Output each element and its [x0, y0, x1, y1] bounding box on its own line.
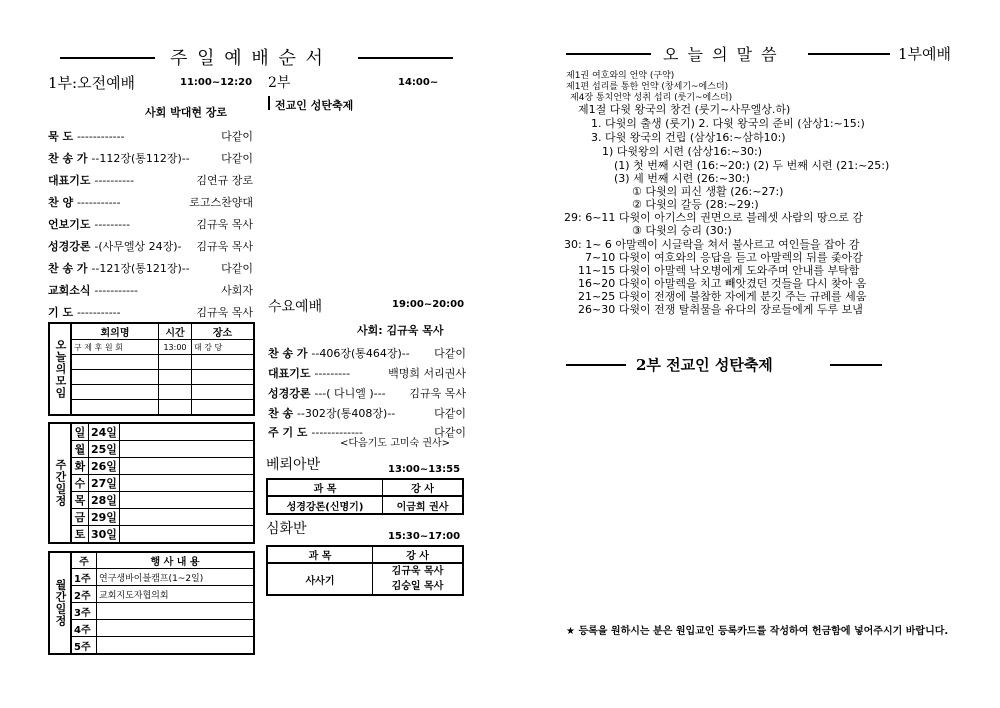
month-week: 5주	[71, 637, 97, 655]
order-label: 찬 양	[48, 196, 74, 209]
meeting-side-label: 오늘의모임	[49, 323, 71, 415]
service1-time: 11:00~12:20	[180, 77, 253, 88]
table-row	[49, 441, 254, 458]
week-day: 목	[71, 492, 89, 509]
outline-line: 11~15 다윗이 아말렉 낙오병에게 도와주며 안내를 부탁함	[578, 264, 860, 277]
service1-heading: 1부:오전예배	[48, 74, 136, 92]
order-value: 다같이	[221, 130, 253, 143]
outline-line: ② 다윗의 갈등 (28:~29:)	[632, 198, 759, 211]
order-dashes: -----------	[76, 196, 121, 209]
order-dashes: ----------	[94, 174, 135, 187]
week-date: 24일	[89, 423, 120, 441]
month-header: 행 사 내 용	[97, 552, 255, 569]
order-dashes: --112장(통112장)--	[91, 152, 190, 165]
table-row	[49, 400, 254, 416]
table-row	[49, 458, 254, 475]
wed-dashes: --302장(통408장)--	[296, 407, 396, 420]
month-event: 교회지도자협의회	[97, 586, 255, 603]
worship-order-title: 주 일 예 배 순 서	[170, 48, 325, 69]
simhwa-teacher: 김규욱 목사	[391, 566, 444, 577]
wed-value: 다같이	[434, 347, 466, 360]
word-title: 오 늘 의 말 씀	[663, 45, 779, 64]
wed-label: 성경강론	[268, 387, 311, 400]
month-header: 주	[71, 552, 97, 569]
order-value: 김규욱 목사	[196, 306, 253, 319]
month-event	[97, 637, 255, 655]
outline-line: 21~25 다윗이 전쟁에 불참한 자에게 분깃 주는 규례를 세움	[578, 290, 867, 303]
wed-label: 찬 송	[268, 407, 294, 420]
order-value: 로고스찬양대	[189, 196, 253, 209]
wed-value: 백명희 서리권사	[388, 367, 466, 380]
berea-teacher: 이금희 권사	[383, 496, 463, 514]
month-week: 3주	[71, 603, 97, 620]
month-side-label: 월간일정	[49, 552, 71, 654]
order-value: 다같이	[221, 152, 253, 165]
wed-value: 다같이	[434, 426, 466, 439]
week-side-label: 주간일정	[49, 423, 71, 543]
wed-label: 대표기도	[268, 367, 311, 380]
berea-header: 강 사	[383, 479, 463, 496]
order-value: 다같이	[221, 262, 253, 275]
order-item	[48, 216, 253, 232]
order-dashes: ---------	[94, 218, 131, 231]
word-part: 1부예배	[898, 45, 952, 63]
outline-line: (1) 첫 번째 시련 (16:~20:) (2) 두 번째 시련 (21:~25:)	[614, 159, 890, 172]
section2-rule-right	[830, 364, 882, 366]
order-value: 김규욱 목사	[196, 240, 253, 253]
outline-line: 제4장 통치언약 성취 섭리 (룻기~에스더)	[570, 93, 733, 103]
meeting-cell: 구 제 후 원 회	[71, 340, 159, 355]
outline-line: 7~10 다윗이 여호와의 응답을 듣고 아말렉의 뒤를 좇아감	[585, 251, 863, 264]
meeting-header: 시간	[159, 323, 192, 340]
simhwa-table	[266, 545, 464, 596]
table-row	[49, 385, 254, 400]
section2-rule-left	[566, 364, 626, 366]
order-item	[48, 260, 253, 276]
wednesday-presider: 사회: 김규욱 목사	[357, 324, 444, 337]
table-row	[49, 509, 254, 526]
wed-item	[268, 345, 466, 361]
simhwa-heading: 심화반	[266, 521, 307, 537]
table-row	[49, 423, 254, 441]
month-event: 연구생바이블캠프(1~2일)	[97, 569, 255, 586]
outline-line: 1. 다윗의 출생 (룻기) 2. 다윗 왕국의 준비 (삼상1:~15:)	[591, 117, 865, 130]
order-label: 언보기도	[48, 218, 91, 231]
meeting-cell: 13:00	[159, 340, 192, 355]
title-rule-right	[358, 57, 453, 59]
outline-line: ① 다윗의 피신 생활 (26:~27:)	[632, 185, 784, 198]
simhwa-subject: 사사기	[267, 563, 373, 595]
service2-heading: 2부	[268, 75, 291, 91]
order-label: 기 도	[48, 306, 74, 319]
order-dashes: --121장(통121장)--	[91, 262, 190, 275]
week-date: 29일	[89, 509, 120, 526]
order-item	[48, 194, 253, 210]
order-item	[48, 282, 253, 298]
table-row	[49, 620, 254, 637]
order-label: 교회소식	[48, 284, 91, 297]
week-date: 25일	[89, 441, 120, 458]
wed-label: 주 기 도	[268, 426, 308, 439]
outline-line: 1) 다윗왕의 시련 (삼상16:~30:)	[602, 145, 762, 158]
order-item	[48, 238, 253, 254]
table-row	[49, 526, 254, 544]
section2-title: 2부 전교인 성탄축제	[636, 356, 773, 374]
simhwa-teacher: 김숭일 목사	[391, 581, 444, 592]
order-label: 성경강론	[48, 240, 91, 253]
order-item	[48, 304, 253, 320]
word-title-rule-left	[566, 53, 651, 55]
table-row	[49, 340, 254, 355]
week-date: 27일	[89, 475, 120, 492]
order-label: 대표기도	[48, 174, 91, 187]
berea-time: 13:00~13:55	[388, 464, 461, 475]
week-table	[48, 422, 255, 544]
wed-dashes: ---------	[314, 367, 351, 380]
outline-line: (3) 세 번째 시련 (26:~30:)	[614, 172, 750, 185]
table-row	[49, 569, 254, 586]
service1-presider: 사회 박대현 장로	[145, 106, 228, 119]
week-day: 화	[71, 458, 89, 475]
service2-marker	[268, 96, 270, 110]
order-item	[48, 128, 253, 144]
month-event	[97, 620, 255, 637]
month-week: 2주	[71, 586, 97, 603]
table-row	[49, 355, 254, 370]
simhwa-teachers	[373, 563, 464, 595]
wednesday-heading: 수요예배	[268, 299, 323, 315]
word-title-rule-right	[808, 53, 890, 55]
table-row	[49, 637, 254, 655]
table-row	[49, 603, 254, 620]
wed-item	[268, 365, 466, 381]
title-rule-left	[60, 57, 155, 59]
simhwa-time: 15:30~17:00	[388, 531, 461, 542]
berea-subject: 성경강론(신명기)	[267, 496, 383, 514]
order-label: 묵 도	[48, 130, 74, 143]
order-value: 김연규 장로	[196, 174, 253, 187]
order-dashes: -----------	[76, 306, 121, 319]
table-row	[49, 586, 254, 603]
wed-dashes: --406장(통464장)--	[311, 347, 410, 360]
outline-line: 16~20 다윗이 아말렉을 치고 빼앗겼던 것들을 다시 찾아 옴	[578, 277, 867, 290]
meeting-header: 장소	[192, 323, 255, 340]
wed-item	[268, 405, 466, 421]
wed-dashes: -------------	[311, 426, 363, 439]
meeting-table	[48, 322, 255, 416]
registration-notice: ★ 등록을 원하시는 분은 원입교인 등록카드를 작성하여 헌금함에 넣어주시기 바랍니다.	[566, 626, 949, 637]
service2-subtitle: 전교인 성탄축제	[275, 99, 354, 112]
berea-heading: 베뢰아반	[266, 457, 321, 473]
simhwa-header: 과 목	[267, 546, 373, 563]
wed-dashes: ---( 다니엘 )---	[314, 387, 386, 400]
meeting-header: 회의명	[71, 323, 159, 340]
outline-line: 3. 다윗 왕국의 건립 (삼상16:~삼하10:)	[591, 131, 786, 144]
wed-value: 김규욱 목사	[409, 387, 466, 400]
meeting-cell: 대 강 당	[192, 340, 255, 355]
table-row	[49, 475, 254, 492]
outline-line: 30: 1~ 6 아말렉이 시글락을 쳐서 불사르고 여인들을 잡아 감	[564, 238, 860, 251]
order-dashes: -(사무엘상 24장)-	[94, 240, 182, 253]
table-row	[267, 496, 463, 514]
month-table	[48, 551, 255, 655]
table-row	[49, 492, 254, 509]
wed-value: 다같이	[434, 407, 466, 420]
outline-line: 26~30 다윗이 전쟁 탈취물을 유다의 장로들에게 두루 보냄	[578, 303, 863, 316]
month-week: 4주	[71, 620, 97, 637]
week-day: 토	[71, 526, 89, 544]
order-label: 찬 송 가	[48, 262, 88, 275]
outline-line: 제1편 섭리를 통한 언약 (창세기~에스더)	[566, 82, 729, 92]
week-day: 일	[71, 423, 89, 441]
week-day: 월	[71, 441, 89, 458]
outline-line: 제1절 다윗 왕국의 창건 (룻기~사무엘상.하)	[578, 103, 791, 116]
berea-table	[266, 478, 464, 515]
week-date: 28일	[89, 492, 120, 509]
week-day: 수	[71, 475, 89, 492]
outline-line: 제1권 여호와의 언약 (구약)	[566, 71, 675, 81]
order-dashes: ------------	[76, 130, 125, 143]
order-value: 김규욱 목사	[196, 218, 253, 231]
wed-item	[268, 385, 466, 401]
order-item	[48, 150, 253, 166]
week-day: 금	[71, 509, 89, 526]
month-week: 1주	[71, 569, 97, 586]
table-row	[49, 370, 254, 385]
order-dashes: -----------	[94, 284, 139, 297]
week-date: 26일	[89, 458, 120, 475]
outline-line: ③ 다윗의 승리 (30:)	[632, 224, 732, 237]
order-label: 찬 송 가	[48, 152, 88, 165]
week-date: 30일	[89, 526, 120, 544]
order-item	[48, 172, 253, 188]
order-value: 사회자	[221, 284, 253, 297]
wednesday-time: 19:00~20:00	[392, 299, 465, 310]
simhwa-header: 강 사	[373, 546, 464, 563]
month-event	[97, 603, 255, 620]
wednesday-note: <다음기도 고미숙 권사>	[340, 438, 451, 449]
outline-line: 29: 6~11 다윗이 아기스의 권면으로 블레셋 사람의 땅으로 감	[564, 211, 864, 224]
berea-header: 과 목	[267, 479, 383, 496]
service2-time: 14:00~	[398, 77, 439, 88]
wed-label: 찬 송 가	[268, 347, 308, 360]
table-row	[267, 563, 463, 595]
